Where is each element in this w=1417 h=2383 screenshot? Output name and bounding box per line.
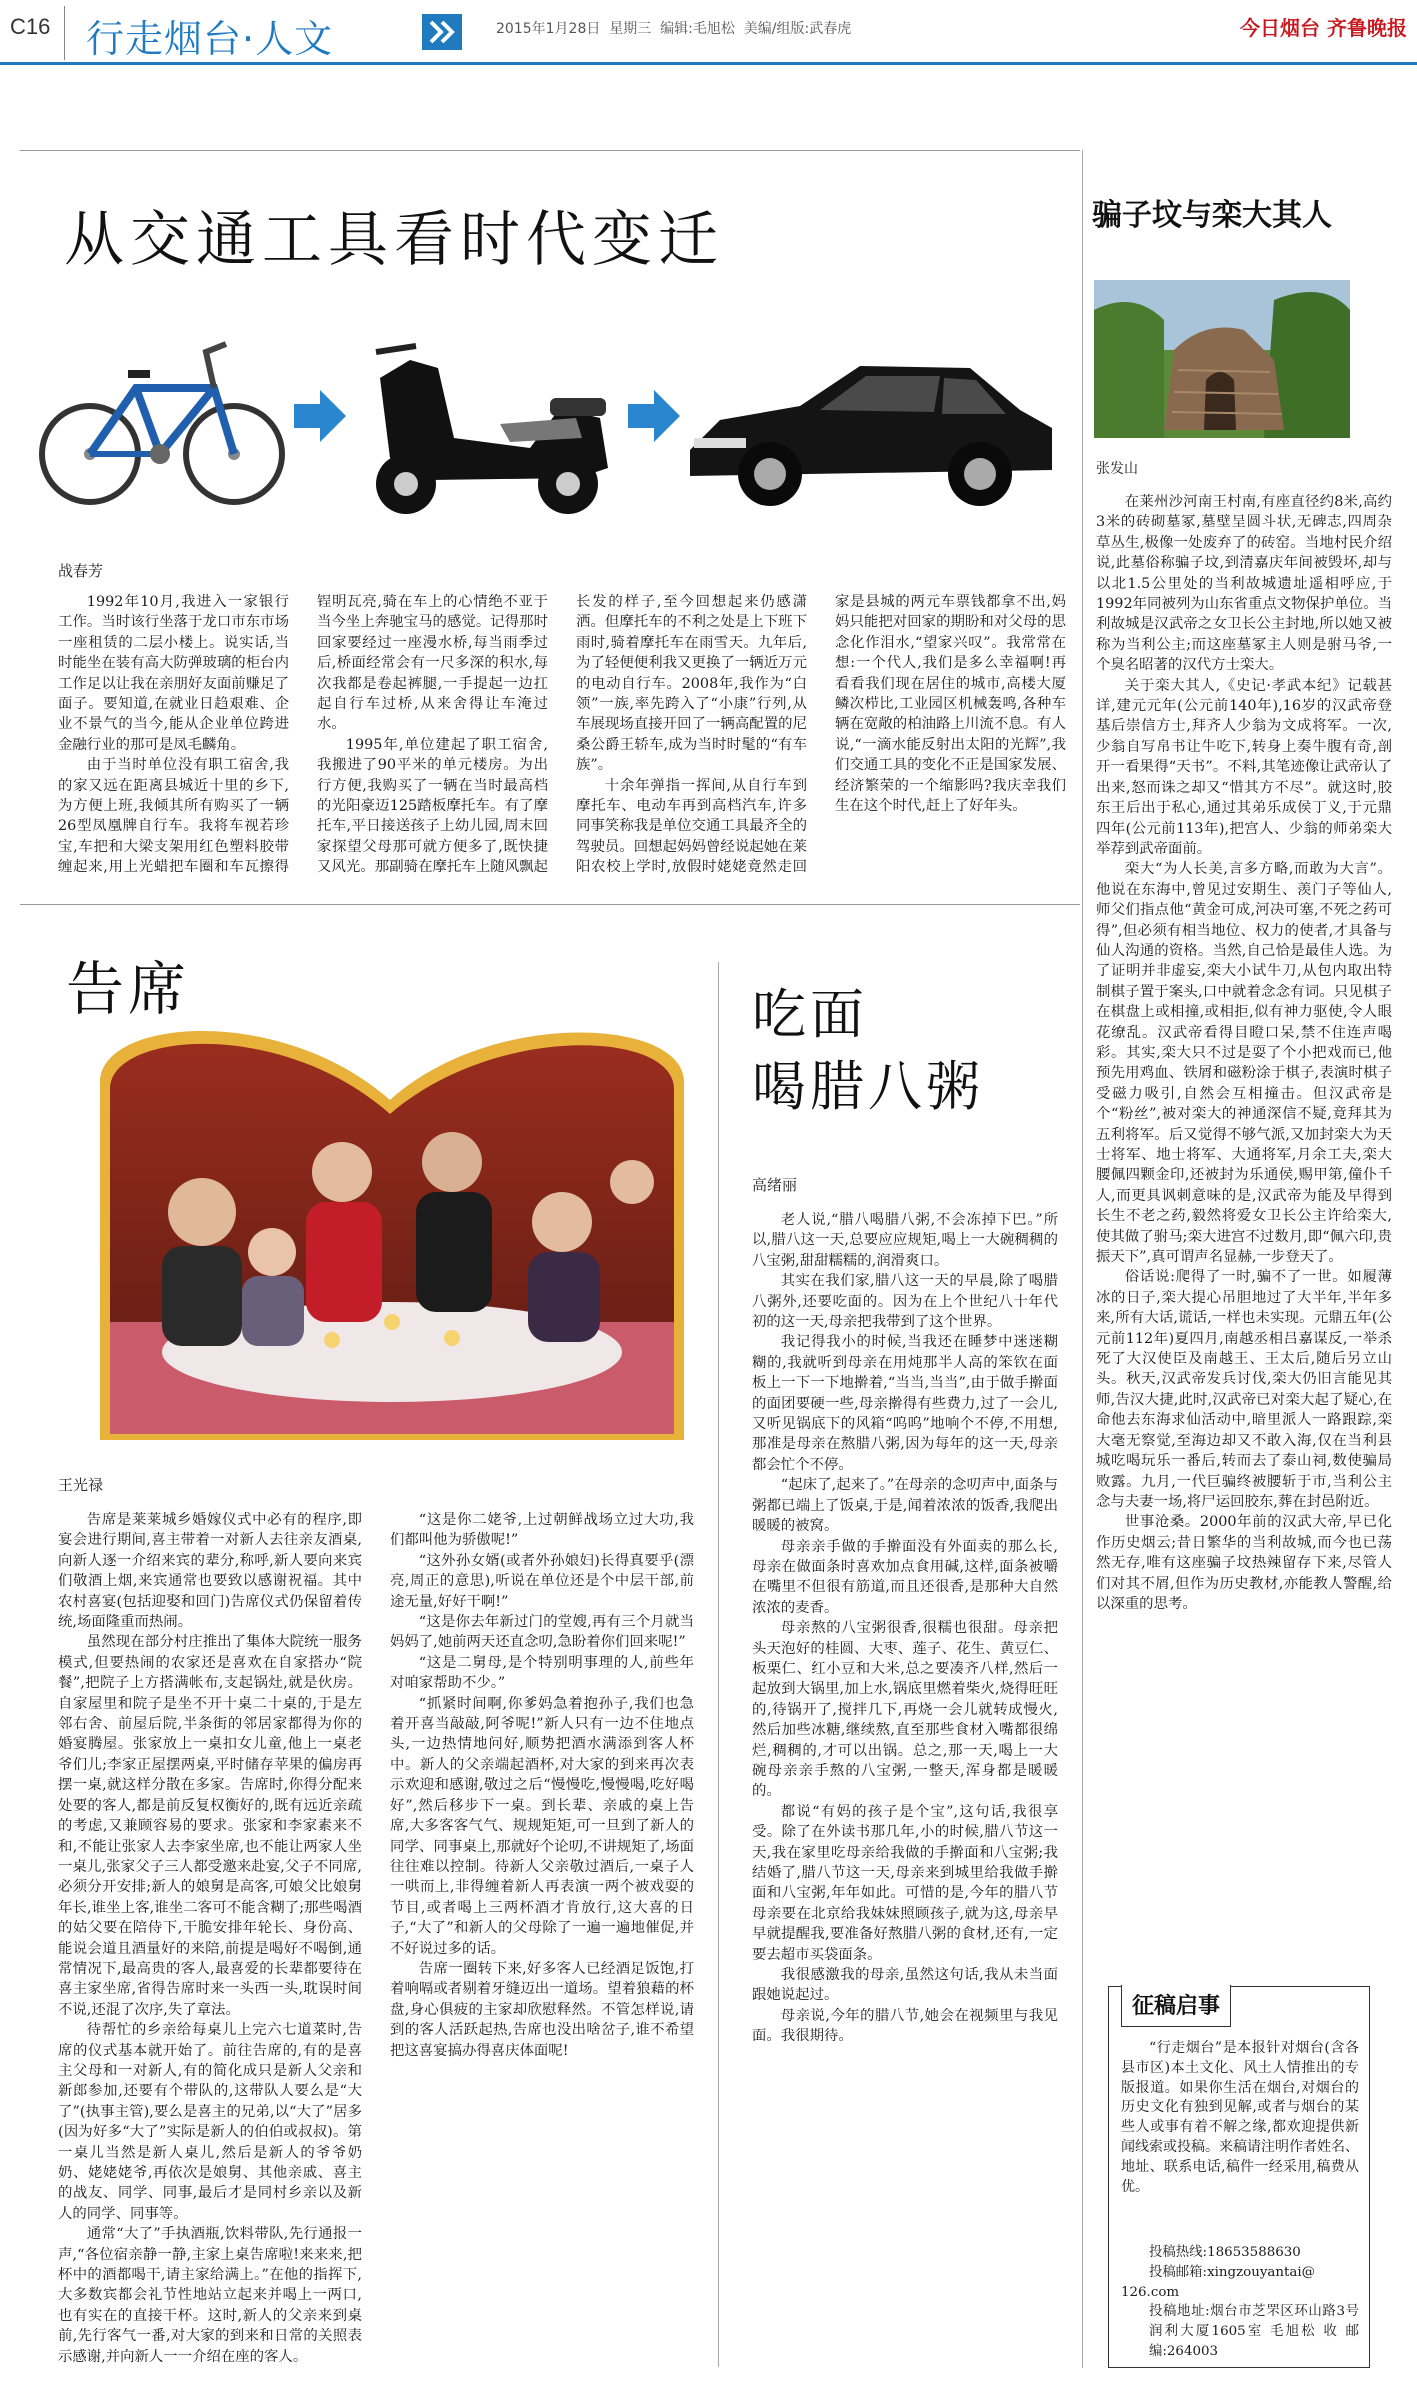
paragraph: 栾大“为人长美,言多方略,而敢为大言”。他说在东海中,曾见过安期生、羡门子等仙人,师父们指点他“黄金可成,河决可塞,不死之药可得”,但必须有相当地位、权力的使者,才具备与仙人沟通的资格。当然,自己恰是最佳人选。为了证明并非虚妄,栾大小试牛刀,从包内取出特制棋子置于案头,口中就着念念有词。只见棋子在棋盘上或相撞,或相拒,似有神力驱使,令人眼花缭乱。汉武帝看得目瞪口呆,禁不住连声喝彩。其实,栾大只不过是耍了个小把戏而已,他预先用鸡血、铁屑和磁粉涂于棋子,表演时棋子受磁力吸引,自然会互相撞击。但汉武帝是个“粉丝”,被对栾大的神通深信不疑,竟拜其为五利将军。后又觉得不够气派,又加封栾大为天士将军、地士将军、大通将军,月余工夫,栾大腰佩四颗金印,还被封为乐通侯,赐甲第,僮仆千人,而更具讽刺意味的是,汉武帝为能及早得到长生不老之药,毅然将爱女卫长公主许给栾大,使其做了驸马;栾大进宫不过数月,即“佩六印,贵振天下”,真可谓声名显赫,一步登天了。 (1096, 861, 1392, 1266)
paragraph: 母亲亲手做的手擀面没有外面卖的那么长,母亲在做面条时喜欢加点食用碱,这样,面条被嚼在嘴里不但很有筋道,而且还很香,是那种大自然浓浓的麦香。 (752, 1538, 1058, 1616)
paragraph: 俗话说:爬得了一时,骗不了一世。如履薄冰的日子,栾大提心吊胆地过了大半年,半年多来,所有大话,谎话,一样也未实现。元鼎五年(公元前112年)夏四月,南越丞相吕嘉谋反,一举杀死了大汉使臣及南越王、王太后,随后另立山头。秋天,汉武帝发兵讨伐,栾大仍旧言能见其师,告汉大捷,此时,汉武帝已对栾大起了疑心,在命他去东海求仙活动中,暗里派人一路跟踪,栾大毫无察觉,至海边却又不敢入海,仅在当利县城吃喝玩乐一番后,转而去了泰山祠,数使骗局败露。九月,一代巨骗终被腰斩于市,当利公主念与夫妻一场,将尸运回胶东,葬在封邑附近。 (1096, 1269, 1392, 1510)
double-chevron-icon (422, 14, 462, 50)
paragraph: 在莱州沙河南王村南,有座直径约8米,高约3米的砖砌墓冢,墓壁呈圆斗状,无碑志,四周杂草丛生,极像一处废弃了的砖窑。当地村民介绍说,此墓俗称骗子坟,到清嘉庆年间被毁坏,却与以北1.5公里处的当利故城遗址遥相呼应,于1992年同被列为山东省重点文物保护单位。当利故城是汉武帝之女卫长公主封地,所以她又被称为当利公主;而这座墓冢主人则是驸马爷,一个臭名昭著的汉代方士栾大。 (1096, 494, 1392, 674)
paragraph: “这是你二姥爷,上过朝鲜战场立过大功,我们都叫他为骄傲呢!” (390, 1512, 694, 1549)
paragraph: 母亲说,今年的腊八节,她会在视频里与我见面。我很期待。 (752, 2007, 1058, 2045)
paragraph: 关于栾大其人,《史记·孝武本纪》记载甚详,建元元年(公元前140年),16岁的汉武帝登基后崇信方士,拜齐人少翁为文成将军。一次,少翁自写帛书让牛吃下,转身上奏牛腹有奇,剖开一看果得“天书”。不料,其笔迹像让武帝认了出来,怒而诛之却又“惜其方不尽”。就这时,胶东王后出于私心,通过其弟乐成侯丁义,于元鼎四年(公元前113年),把宫人、少翁的师弟栾大举荐到武帝面前。 (1096, 677, 1392, 857)
paragraph: 母亲熬的八宝粥很香,很糯也很甜。母亲把头天泡好的桂圆、大枣、莲子、花生、黄豆仁、板栗仁、红小豆和大米,总之要凑齐八样,然后一起放到大锅里,加上水,锅底里燃着柴火,烧得旺旺的,待锅开了,搅拌几下,再烧一会儿就转成慢火,然后加些冰糖,继续熬,直至那些食材入嘴都很绵烂,稠稠的,才可以出锅。总之,那一天,喝上一大碗母亲亲手熬的八宝粥,一整天,浑身都是暖暖的。 (752, 1620, 1058, 1800)
notice-hotline: 投稿热线:18653588630 (1149, 2245, 1301, 2260)
paragraph: 告席一圈转下来,好多客人已经酒足饭饱,打着响嗝或者剔着牙缝迈出一道场。望着狼藉的杯盘,身心俱疲的主家却欣慰释然。不管怎样说,请到的客人活跃起热,告席也没出啥岔子,谁不希望把这喜宴搞办得喜庆体面呢! (390, 1960, 694, 2059)
call-for-papers-box (1108, 1986, 1370, 2368)
article2-byline: 王光禄 (58, 1476, 104, 1494)
tomb-photo (1094, 280, 1350, 438)
header-divider (64, 6, 65, 60)
arrow-right-icon (624, 386, 684, 446)
paragraph: 其实在我们家,腊八这一天的早晨,除了喝腊八粥外,还要吃面的。因为在上个世纪八十年代初的这一天,母亲把我带到了这个世界。 (752, 1273, 1058, 1331)
article3-title-line2: 喝腊八粥 (752, 1055, 984, 1118)
paragraph: 通常“大了”手执酒瓶,饮料带队,先行通报一声,“各位宿亲静一静,主家上桌告席啦!来来来,把杯中的酒都喝干,请主家给满上。”在他的指挥下,大多数宾都会礼节性地站立起来并喝上一两口,也有实在的直接干杯。这时,新人的父亲来到桌前,先行客气一番,对大家的到来和日常的关照表示感谢,并向新人一一介绍在座的客人。 (58, 2226, 362, 2365)
notice-body (1121, 2039, 1359, 2197)
article2-body (58, 1510, 694, 2370)
sedan-illustration (680, 340, 1060, 518)
paragraph: 待帮忙的乡亲给每桌儿上完六七道菜时,告席的仪式基本就开始了。前往告席的,有的是喜主父母和一对新人,有的简化成只是新人父亲和新郎参加,还要有个带队的,这带队人要么是“大了”(执事主管),要么是喜主的兄弟,以“大了”居多(因为好多“大了”实际是新人的伯伯或叔叔)。第一桌儿当然是新人桌儿,然后是新人的爷爷奶奶、姥姥姥爷,再依次是娘舅、其他亲戚、喜主的战友、同学、同事,最后才是同村乡亲以及新人的同学、同事等。 (58, 2022, 362, 2222)
section-rule (20, 904, 1080, 905)
article1-byline: 战春芳 (58, 562, 104, 580)
paragraph: 1992年10月,我进入一家银行工作。当时该行坐落于龙口市东市场一座租赁的二层小楼上。说实话,当时能坐在装有高大防弹玻璃的柜台内工作足以让我在亲朋好友面前赚足了面子。要知道,在就业日趋艰难、企业不景气的当今,能从企业单位跨进金融行业的那可是凤毛麟角。 (58, 594, 289, 753)
notice-address: 投稿地址:烟台市芝罘区环山路3号润利大厦1605室 毛旭松 收 邮编:264003 (1149, 2304, 1359, 2359)
article1-title: 从交通工具看时代变迁 (64, 205, 724, 275)
paragraph: 都说“有妈的孩子是个宝”,这句话,我很享受。除了在外读书那几年,小的时候,腊八节这一天,我在家里吃母亲给我做的手擀面和八宝粥;我结婚了,腊八节这一天,母亲来到城里给我做手擀面和八宝粥,年年如此。可惜的是,今年的腊八节母亲要在北京给我妹妹照顾孩子,就为这,母亲早早就提醒我,要准备好熬腊八粥的食材,还有,一定要去超市买袋面条。 (752, 1803, 1058, 1963)
paragraph: 由于当时单位没有职工宿舍,我的家又远在距离县城近十里的乡下,为方便上班,我倾其所有购买了一辆26型凤凰牌自行车。我将车视若珍宝,车把和大梁支架用红色塑料胶带缠起来,用上光蜡把车圈和车瓦擦得锃明瓦亮,骑在车上的心情绝不亚于当今坐上奔驰宝马的感觉。记得那时回家要经过一座漫水桥,每当雨季过后,桥面经常会有一尺多深的积水,每次我都是卷起裤腿,一手提起一边扛起自行车过桥,从来舍得让车淹过水。 (58, 594, 548, 876)
notice-intro: “行走烟台”是本报针对烟台(含各县市区)本土文化、风土人情推出的专版报道。如果你生活在烟台,对烟台的历史文化有独到见解,或者与烟台的某些人或事有着不解之缘,都欢迎提供新闻线索或投稿。来稿请注明作者姓名、地址、联系电话,稿件一经采用,稿费从优。 (1121, 2040, 1359, 2195)
article1-body (58, 592, 1066, 896)
top-rule (20, 150, 1080, 151)
scooter-illustration (350, 338, 620, 522)
notice-contacts (1121, 2243, 1359, 2362)
page-number: C16 (10, 14, 51, 39)
paragraph: 我很感激我的母亲,虽然这句话,我从未当面跟她说起过。 (752, 1967, 1058, 2004)
article3-body (752, 1210, 1058, 2370)
brand-logo: 今日烟台 齐鲁晚报 (1240, 16, 1407, 40)
paragraph: “抓紧时间啊,你爹妈急着抱孙子,我们也急着开喜当敲敲,阿爷呢!”新人只有一边不住地点头,一边热情地问好,顺势把酒水满添到客人杯中。新人的父亲端起酒杯,对大家的到来再次表示欢迎和感谢,敬过之后“慢慢吃,慢慢喝,吃好喝好”,然后移步下一桌。到长辈、亲戚的桌上告席,大多客客气气、规规矩矩,可一旦到了新人的同学、同事桌上,那就好个论叨,不讲规矩了,场面往往难以控制。待新人父亲敬过酒后,一桌子人一哄而上,非得缠着新人再表演一两个被戏耍的节目,或者喝上三两杯酒才肯放行,这大喜的日子,“大了”和新人的父母除了一遍一遍地催促,并不好说过多的话。 (390, 1695, 694, 1957)
notice-email-domain: 126.com (1121, 2284, 1180, 2300)
paragraph: 虽然现在部分村庄推出了集体大院统一服务模式,但要热闹的农家还是喜欢在自家搭办“院餐”,把院子上方搭满帐布,支起锅灶,就是伙房。自家屋里和院子是坐不开十桌二十桌的,于是左邻右舍、前屋后院,半条街的邻居家都得为你的婚宴腾屋。张家放上一桌扣女儿童,他上一桌老爷们儿;李家正屋摆两桌,平时储存苹果的偏房再摆一桌,就这样分散在多家。告席时,你得分配来处要的客人,都是前反复权衡好的,既有远近亲疏的考虑,又兼顾容易的要求。张家和李家素来不和,不能让张家人去李家坐席,也不能让两家人坐一桌儿,张家父子三人都受邀来赴宴,父子不同席,必须分开安排;新人的娘舅是高客,可娘父比娘舅年长,谁坐上客,谁坐二客可不能含糊了;那些喝酒的姑父要在陪侍下,干脆安排年轮长、身份高、能说会道且酒量好的来陪,前提是喝好不喝倒,通常情况下,最高贵的客人,最喜爱的长辈都要待在喜主家坐席,省得告席时来一头西一头,耽误时间不说,还混了次序,失了章法。 (58, 1634, 362, 2018)
paragraph: 老人说,“腊八喝腊八粥,不会冻掉下巴。”所以,腊八这一天,总要应应规矩,喝上一大碗稠稠的八宝粥,甜甜糯糯的,润滑爽口。 (752, 1212, 1058, 1269)
paragraph: “起床了,起来了。”在母亲的念叨声中,面条与粥都已端上了饭桌,于是,闻着浓浓的饭香,我爬出暖暖的被窝。 (752, 1477, 1058, 1535)
section-title: 行走烟台·人文 (86, 17, 334, 61)
paragraph: “这是二舅母,是个特别明事理的人,前些年对咱家帮助不少。” (390, 1654, 694, 1692)
header-rule (0, 62, 1417, 65)
article4-body (1096, 492, 1392, 1967)
issue-meta: 2015年1月28日 星期三 编辑:毛旭松 美编/组版:武春虎 (496, 21, 852, 37)
column-divider (1082, 150, 1083, 2368)
article4-caption: 张发山 (1096, 461, 1138, 477)
notice-title: 征稿启事 (1121, 1985, 1231, 2027)
paragraph: 我记得我小的时候,当我还在睡梦中迷迷糊糊的,我就听到母亲在用炖那半人高的笨钦在面板上一下一下地擀着,“当当,当当”,由于做手擀面的面团要硬一些,母亲擀得有些费力,过了一会儿,又听见锅底下的风箱“呜呜”地响个不停,不用想,那准是母亲在熬腊八粥,因为每年的这一天,母亲都会忙个不停。 (752, 1334, 1058, 1473)
article3-byline: 高绪丽 (752, 1176, 798, 1194)
bicycle-illustration (38, 318, 286, 514)
paragraph: “这是你去年新过门的堂嫂,再有三个月就当妈妈了,她前两天还直念叨,急盼着你们回来呢!” (390, 1614, 694, 1651)
paragraph: 1995年,单位建起了职工宿舍,我搬进了90平米的单元楼房。为出行方便,我购买了一辆在当时最高档的光阳豪迈125踏板摩托车。有了摩托车,平日接送孩子上幼儿园,周末回家探望父母那可就方便多了,既快捷又风光。那副骑在摩托车上随风飘起长发的样子,至今回想起来仍感潇洒。但摩托车的不利之处是上下班下雨时,骑着摩托车在雨雪天。九年后,为了轻便便利我又更换了一辆近万元的电动自行车。2008年,我作为“白领”一族,率先跨入了“小康”行列,从车展现场直接开回了一辆高配置的尼桑公爵王轿车,成为当时时髦的“有车族”。 (317, 594, 807, 876)
paragraph: 世事沧桑。2000年前的汉武大帝,早已化作历史烟云;昔日繁华的当利故城,而今也已荡然无存,唯有这座骗子坟热辣留存下来,尽管人们对其不屑,但作为历史教材,亦能教人警醒,给以深重的思考。 (1096, 1514, 1392, 1612)
column-divider (718, 962, 719, 2367)
paragraph: “这外孙女婿(或者外孙娘妇)长得真要乎(漂亮,周正的意思),听说在单位还是个中层干部,前途无量,好好干啊!” (390, 1552, 694, 1610)
article2-title: 告席 (66, 955, 191, 1023)
article3-title-line1: 吃面 (752, 983, 868, 1046)
banquet-photo (92, 1022, 688, 1440)
notice-email[interactable]: 投稿邮箱:xingzouyantai@ (1149, 2264, 1316, 2280)
article4-title: 骗子坟与栾大其人 (1092, 198, 1332, 233)
arrow-right-icon (290, 386, 350, 446)
paragraph: 十余年弹指一挥间,从自行车到摩托车、电动车再到高档汽车,许多同事笑称我是单位交通工具最齐全的驾驶员。回想起妈妈曾经说起她在莱阳农校上学时,放假时姥姥竟然走回家是县城的两元车票钱都拿不出,妈妈只能把对回家的期盼和对父母的思念化作泪水,“望家兴叹”。我常常在想:一个代人,我们是多么幸福啊!再看看我们现在居住的城市,高楼大厦鳞次栉比,工业园区机械轰鸣,各种车辆在宽敞的柏油路上川流不息。有人说,“一滴水能反射出太阳的光辉”,我们交通工具的变化不正是国家发展、经济繁荣的一个缩影吗?我庆幸我们生在这个时代,赶上了好年头。 (576, 594, 1066, 876)
paragraph: 告席是莱莱城乡婚嫁仪式中必有的程序,即宴会进行期间,喜主带着一对新人去往亲友酒桌,向新人逐一介绍来宾的辈分,称呼,新人要向来宾们敬酒上烟,来宾通常也要致以感谢祝福。其中农村喜宴(包括迎娶和回门)告席仪式仍保留着传统,场面隆重而热闹。 (58, 1512, 362, 1631)
